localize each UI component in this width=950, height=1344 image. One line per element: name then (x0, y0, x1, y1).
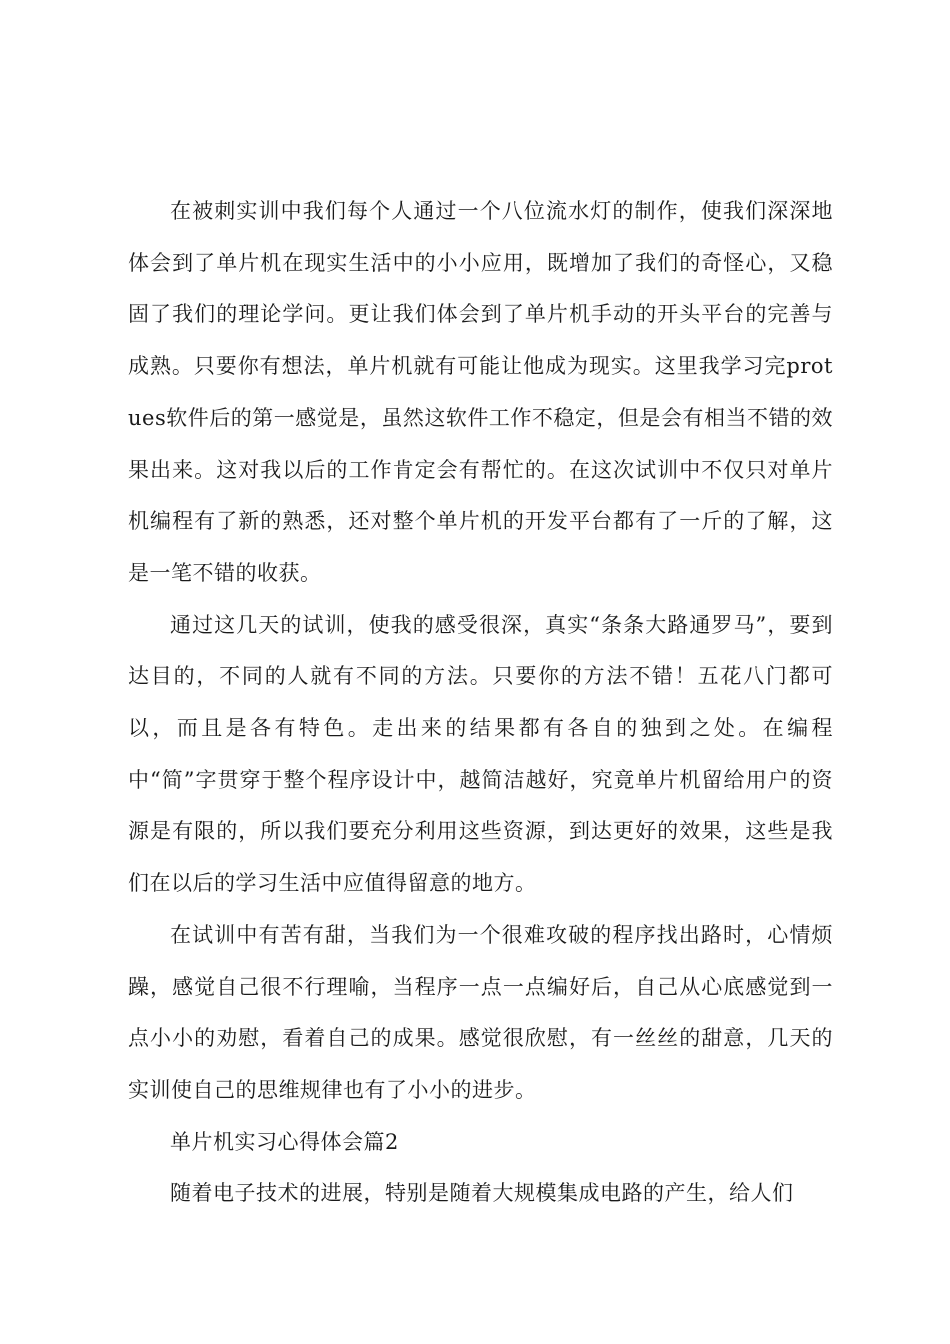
paragraph-1: 在被刺实训中我们每个人通过一个八位流水灯的制作，使我们深深地体会到了单片机在现实生活中的小小应用，既增加了我们的奇怪心，又稳固了我们的理论学问。更让我们体会到了单片机手动的开头平台的完善与成熟。只要你有想法，单片机就有可能让他成为现实。这里我学习完protues软件后的第一感觉是，虽然这软件工作不稳定，但是会有相当不错的效果出来。这对我以后的工作肯定会有帮忙的。在这次试训中不仅只对单片机编程有了新的熟悉，还对整个单片机的开发平台都有了一斤的了解，这是一笔不错的收获。 (128, 199, 833, 585)
paragraph-4: 随着电子技术的进展，特别是随着大规模集成电路的产生，给人们 (170, 1181, 794, 1206)
paragraph-3: 在试训中有苦有甜，当我们为一个很难攻破的程序找出路时，心情烦躁，感觉自己很不行理喻，当程序一点一点编好后，自己从心底感觉到一点小小的劝慰，看着自己的成果。感觉很欣慰，有一丝丝的甜意，几天的实训使自己的思维规律也有了小小的进步。 (128, 922, 833, 1102)
section-heading: 单片机实习心得体会篇2 (170, 1129, 399, 1154)
paragraph-2: 通过这几天的试训，使我的感受很深，真实“条条大路通罗马”，要到达目的，不同的人就有不同的方法。只要你的方法不错！五花八门都可以，而且是各有特色。走出来的结果都有各自的独到之处。在编程中“简”字贯穿于整个程序设计中，越简洁越好，究竟单片机留给用户的资源是有限的，所以我们要充分利用这些资源，到达更好的效果，这些是我们在以后的学习生活中应值得留意的地方。 (128, 612, 833, 896)
document-body (128, 186, 833, 1220)
